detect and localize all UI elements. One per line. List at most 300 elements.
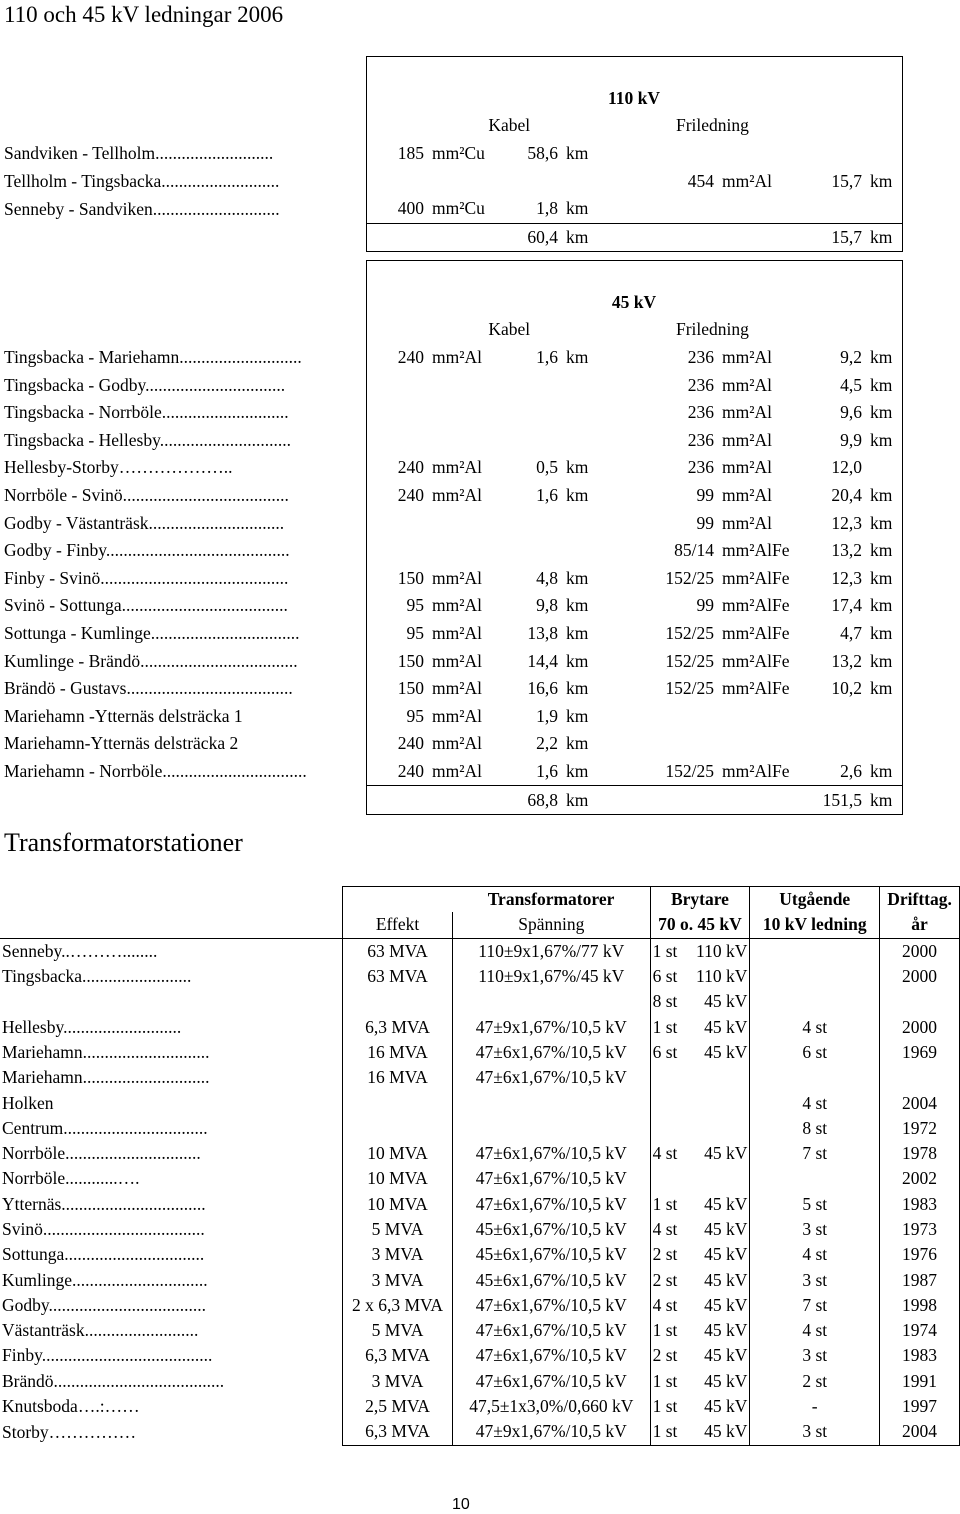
kabel-material: mm²Al [432,678,482,699]
kabel-length-unit [562,167,652,195]
friledning-material: mm²AlFe [722,595,790,616]
header-brytare-kv: 70 o. 45 kV [650,912,750,938]
station-brytare-count: 1 st [650,1014,694,1039]
table-row [0,1116,960,1141]
station-utgaende: 3 st [750,1267,880,1292]
line-name: Svinö - Sottunga...................................... [4,595,288,616]
friledning-length-unit [866,454,902,482]
friledning-area: 99 [696,595,714,616]
station-spanning: 47±6x1,67%/10,5 kV [452,1166,650,1191]
kabel-length: 9,8 [536,595,558,616]
station-spanning: 47±6x1,67%/10,5 kV [452,1192,650,1217]
station-name: Finby....................................... [2,1345,213,1366]
station-spanning [452,989,650,1014]
total-friledning: 15,7 [808,223,866,252]
kabel-material: mm²Al [432,760,482,781]
kabel-area [366,427,428,455]
station-name: Sottunga................................ [2,1244,205,1265]
kabel-area: 400 [366,195,428,223]
kabel-area: 150 [366,675,428,703]
friledning-length-unit: km [866,399,902,427]
station-drifttag [880,1065,960,1090]
kabel-length: 1,6 [536,347,558,368]
station-drifttag: 1972 [880,1116,960,1141]
total-kabel-unit: km [562,223,652,252]
table-row [0,1090,960,1115]
friledning-material: mm²AlFe [722,540,790,561]
station-drifttag: 1991 [880,1369,960,1394]
friledning-length: 12,0 [831,457,862,478]
kabel-material [428,427,494,455]
friledning-material: mm²AlFe [722,567,790,588]
station-brytare-kv: 45 kV [704,1193,748,1214]
header-spanning: Spänning [452,912,650,938]
table-row [0,1014,960,1039]
table-row [0,1394,960,1419]
line-name: Sandviken - Tellholm........................... [4,143,274,164]
station-drifttag: 1969 [880,1040,960,1065]
station-drifttag: 1987 [880,1267,960,1292]
friledning-material: mm²Al [722,402,772,423]
kabel-material: mm²Al [432,347,482,368]
station-utgaende [750,1166,880,1191]
table-row [0,703,902,731]
station-brytare-count: 2 st [650,1242,694,1267]
friledning-length: 15,7 [831,170,862,191]
friledning-material: mm²Al [722,170,772,191]
station-name: Norrböle............…. [2,1168,140,1189]
friledning-area: 99 [696,485,714,506]
friledning-material: mm²Al [722,347,772,368]
station-brytare-kv: 45 kV [704,1370,748,1391]
table-row [0,1267,960,1292]
station-drifttag: 1983 [880,1343,960,1368]
table-row [0,454,902,482]
friledning-length-unit: km [866,758,902,786]
friledning-area: 152/25 [665,650,714,671]
station-utgaende: 4 st [750,1242,880,1267]
station-brytare-kv: 45 kV [704,1016,748,1037]
kabel-length-unit: km [566,733,589,754]
kabel-area: 240 [366,758,428,786]
line-name: Kumlinge - Brändö.................................... [4,650,298,671]
friledning-area [652,730,718,758]
station-spanning [452,1090,650,1115]
kabel-length-unit: km [566,457,589,478]
station-name: Centrum................................. [2,1117,208,1138]
friledning-length-unit: km [866,427,902,455]
friledning-length-unit [866,140,902,168]
kabel-length [494,427,562,455]
kabel-area: 95 [366,620,428,648]
kabel-length-unit: km [566,650,589,671]
station-spanning: 47,5±1x3,0%/0,660 kV [452,1394,650,1419]
station-utgaende: - [750,1394,880,1419]
friledning-material: mm²AlFe [722,650,790,671]
kabel-length: 14,4 [527,650,558,671]
friledning-length-unit: km [866,675,902,703]
kabel-material: mm²Al [432,733,482,754]
kabel-length-unit [562,371,652,399]
line-name: Mariehamn - Norrböle................................. [4,761,307,782]
station-spanning: 47±6x1,67%/10,5 kV [452,1318,650,1343]
friledning-header: Friledning [652,316,902,344]
friledning-length-unit [866,195,902,223]
station-effekt: 3 MVA [343,1242,453,1267]
station-drifttag: 1974 [880,1318,960,1343]
station-brytare-kv: 110 kV [695,940,748,961]
table-row [0,1141,960,1166]
friledning-area [652,195,718,223]
kabel-area: 240 [366,344,428,372]
station-name: Hellesby........................... [2,1016,182,1037]
kabel-material [428,399,494,427]
table-row [0,1065,960,1090]
header-transformatorer: Transformatorer [452,887,650,913]
friledning-length: 20,4 [831,485,862,506]
station-utgaende: 3 st [750,1343,880,1368]
station-utgaende: 2 st [750,1369,880,1394]
station-name [0,989,343,1014]
kabel-material: mm²Al [432,650,482,671]
station-brytare-kv: 45 kV [704,1294,748,1315]
line-name: Finby - Svinö........................................... [4,567,289,588]
table-45kv [0,260,903,815]
table-row [0,758,902,786]
station-drifttag: 1978 [880,1141,960,1166]
station-name: Godby.................................... [2,1294,207,1315]
station-brytare-kv: 45 kV [704,1219,748,1239]
station-spanning: 110±9x1,67%/77 kV [452,938,650,964]
friledning-length: 13,2 [831,650,862,671]
friledning-material: mm²Al [722,374,772,395]
friledning-area [652,703,718,731]
table-row [0,1419,960,1445]
friledning-length-unit [866,703,902,731]
kabel-length-unit [562,537,652,565]
kabel-area: 240 [366,454,428,482]
kabel-length [494,167,562,195]
line-name: Hellesby-Storby……………….. [4,457,233,478]
station-name: Senneby..………........ [2,940,158,961]
station-spanning: 47±9x1,67%/10,5 kV [452,1014,650,1039]
station-effekt: 10 MVA [343,1166,453,1191]
station-brytare-count: 8 st [650,989,694,1014]
friledning-length-unit: km [866,537,902,565]
friledning-area: 152/25 [665,567,714,588]
station-drifttag [880,989,960,1014]
station-effekt: 10 MVA [343,1141,453,1166]
friledning-length: 2,6 [840,760,862,781]
kabel-length-unit: km [566,347,589,368]
friledning-length [808,140,866,168]
table-row [0,1293,960,1318]
kabel-area: 95 [366,703,428,731]
friledning-length: 9,2 [840,347,862,368]
friledning-length-unit: km [866,482,902,510]
table-row [0,427,902,455]
kabel-material [428,509,494,537]
table-row [0,1217,960,1242]
station-brytare-kv [694,1065,750,1090]
table-row [0,344,902,372]
station-name: Västanträsk.......................... [2,1320,199,1341]
station-brytare-kv: 110 kV [695,966,748,987]
kabel-length: 1,6 [536,760,558,781]
kabel-material: mm²Al [432,705,482,726]
line-name: Tingsbacka - Hellesby.............................. [4,429,291,450]
station-brytare-count: 4 st [650,1293,694,1318]
kabel-length-unit: km [566,678,589,699]
station-spanning: 110±9x1,67%/45 kV [452,964,650,989]
friledning-length [808,703,866,731]
header-ar: år [880,912,960,938]
station-effekt: 63 MVA [343,964,453,989]
station-effekt: 2,5 MVA [343,1394,453,1419]
station-brytare-count: 4 st [650,1217,694,1242]
station-effekt: 5 MVA [343,1217,453,1242]
total-friledning-unit: km [866,223,902,252]
table-110kv [0,56,903,252]
friledning-length-unit [866,730,902,758]
station-brytare-count: 1 st [650,1318,694,1343]
friledning-length-unit: km [866,344,902,372]
station-brytare-count: 1 st [650,938,694,964]
station-effekt [343,1116,453,1141]
station-spanning: 47±6x1,67%/10,5 kV [452,1369,650,1394]
station-name: Knutsboda….:…… [2,1396,140,1417]
kabel-length [494,371,562,399]
kabel-length-unit: km [566,595,589,616]
station-brytare-count [650,1116,694,1141]
kabel-area [366,509,428,537]
station-utgaende [750,964,880,989]
station-utgaende [750,938,880,964]
station-utgaende: 3 st [750,1217,880,1242]
station-name: Norrböle............................... [2,1143,201,1164]
station-drifttag: 2000 [880,964,960,989]
line-name: Mariehamn-Ytternäs delsträcka 2 [4,733,239,754]
station-name: Storby…………… [2,1421,137,1442]
table-row [0,1040,960,1065]
friledning-area: 236 [687,374,714,395]
station-spanning: 47±6x1,67%/10,5 kV [452,1293,650,1318]
table-row [0,1369,960,1394]
station-effekt [343,989,453,1014]
kabel-area: 240 [366,482,428,510]
kabel-length: 1,6 [536,485,558,506]
table-row [0,989,960,1014]
station-utgaende: 4 st [750,1090,880,1115]
kabel-material [428,537,494,565]
station-brytare-kv [694,1116,750,1141]
station-brytare-count [650,1166,694,1191]
kabel-area: 240 [366,730,428,758]
friledning-material: mm²AlFe [722,623,790,644]
station-brytare-count: 6 st [650,964,694,989]
kabel-area [366,399,428,427]
station-effekt: 2 x 6,3 MVA [343,1293,453,1318]
header-effekt: Effekt [343,912,453,938]
friledning-length: 12,3 [831,567,862,588]
header-brytare: Brytare [650,887,750,913]
table-row [0,1343,960,1368]
kabel-length: 58,6 [527,143,558,164]
station-spanning: 45±6x1,67%/10,5 kV [452,1217,650,1242]
total-friledning: 151,5 [808,786,866,815]
kabel-material: mm²Cu [432,143,485,164]
station-effekt: 3 MVA [343,1369,453,1394]
total-kabel: 68,8 [494,786,562,815]
table-row [0,509,902,537]
station-brytare-count: 6 st [650,1040,694,1065]
station-utgaende [750,1065,880,1090]
station-effekt: 5 MVA [343,1318,453,1343]
line-name: Tingsbacka - Norrböle............................. [4,402,289,423]
friledning-area: 236 [687,429,714,450]
friledning-material [718,195,808,223]
kabel-length-unit: km [566,198,589,219]
kabel-material: mm²Al [432,623,482,644]
friledning-area: 99 [696,512,714,533]
line-name: Norrböle - Svinö...................................... [4,485,289,506]
kabel-material: mm²Al [432,457,482,478]
table-row [0,195,902,223]
table-row [0,592,902,620]
kabel-length [494,537,562,565]
station-utgaende: 7 st [750,1293,880,1318]
friledning-length-unit: km [866,647,902,675]
station-utgaende: 8 st [750,1116,880,1141]
station-spanning: 47±6x1,67%/10,5 kV [452,1065,650,1090]
station-name: Holken [2,1092,54,1113]
station-brytare-count: 2 st [650,1343,694,1368]
station-drifttag: 2000 [880,1014,960,1039]
friledning-material: mm²Al [722,512,772,533]
station-drifttag: 1983 [880,1192,960,1217]
kabel-header: Kabel [366,316,652,344]
table-row [0,482,902,510]
station-spanning: 47±6x1,67%/10,5 kV [452,1141,650,1166]
total-kabel-unit: km [562,786,652,815]
station-brytare-count: 4 st [650,1141,694,1166]
table-row [0,1192,960,1217]
table-row [0,537,902,565]
page-title: 110 och 45 kV ledningar 2006 [4,2,284,27]
station-drifttag: 2000 [880,938,960,964]
section-title: Transformatorstationer [4,828,243,857]
kabel-header: Kabel [366,112,652,140]
kabel-length-unit: km [566,705,589,726]
kabel-material: mm²Cu [432,198,485,219]
station-brytare-kv [694,1166,750,1191]
station-utgaende: 6 st [750,1040,880,1065]
table-row [0,647,902,675]
table-row [0,1318,960,1343]
table-row [0,371,902,399]
station-drifttag: 2004 [880,1419,960,1445]
station-brytare-kv: 45 kV [704,1345,748,1366]
friledning-area: 236 [687,457,714,478]
station-brytare-kv: 45 kV [704,1269,748,1290]
friledning-length: 9,6 [840,402,862,423]
table-row [0,938,960,964]
voltage-header: 45 kV [366,289,902,317]
friledning-length: 10,2 [831,678,862,699]
friledning-length [808,195,866,223]
table-row [0,565,902,593]
table-row [0,167,902,195]
friledning-area: 152/25 [665,678,714,699]
kabel-length-unit: km [566,760,589,781]
friledning-material: mm²Al [722,485,772,506]
friledning-header: Friledning [652,112,902,140]
station-brytare-kv: 45 kV [704,1320,748,1341]
table-row [0,1242,960,1267]
kabel-area [366,167,428,195]
kabel-length: 1,8 [536,198,558,219]
station-effekt: 16 MVA [343,1040,453,1065]
kabel-length: 4,8 [536,567,558,588]
friledning-length: 13,2 [831,540,862,561]
friledning-length: 4,5 [840,374,862,395]
friledning-length-unit: km [866,509,902,537]
station-name: Mariehamn............................. [2,1041,210,1062]
kabel-length [494,509,562,537]
kabel-area [366,371,428,399]
friledning-material: mm²Al [722,457,772,478]
kabel-area: 95 [366,592,428,620]
friledning-area: 152/25 [665,623,714,644]
station-drifttag: 1973 [880,1217,960,1242]
kabel-area [366,537,428,565]
station-brytare-kv: 45 kV [704,1244,748,1265]
station-brytare-count [650,1065,694,1090]
kabel-length-unit [562,427,652,455]
station-effekt: 6,3 MVA [343,1343,453,1368]
station-utgaende [750,989,880,1014]
table-row [0,675,902,703]
friledning-area [652,140,718,168]
total-kabel: 60,4 [494,223,562,252]
friledning-area: 236 [687,402,714,423]
kabel-area: 150 [366,647,428,675]
station-drifttag: 1998 [880,1293,960,1318]
friledning-material [718,730,808,758]
line-name: Mariehamn -Ytternäs delsträcka 1 [4,705,243,726]
station-brytare-kv: 45 kV [694,1419,750,1445]
station-effekt [343,1090,453,1115]
station-spanning: 45±6x1,67%/10,5 kV [452,1242,650,1267]
friledning-length-unit: km [866,167,902,195]
friledning-length: 17,4 [831,595,862,616]
line-name: Brändö - Gustavs...................................... [4,678,293,699]
friledning-material: mm²AlFe [722,678,790,699]
station-name: Mariehamn............................. [2,1067,210,1088]
header-utgaende: Utgående [750,887,880,913]
station-utgaende: 5 st [750,1192,880,1217]
station-utgaende: 4 st [750,1014,880,1039]
station-drifttag: 1976 [880,1242,960,1267]
friledning-material [718,140,808,168]
table-transformatorstationer [0,886,960,1446]
station-effekt: 3 MVA [343,1267,453,1292]
friledning-material: mm²AlFe [722,760,790,781]
kabel-length-unit [562,509,652,537]
kabel-length-unit [562,399,652,427]
line-name: Tellholm - Tingsbacka........................... [4,170,280,191]
station-utgaende: 3 st [750,1419,880,1445]
